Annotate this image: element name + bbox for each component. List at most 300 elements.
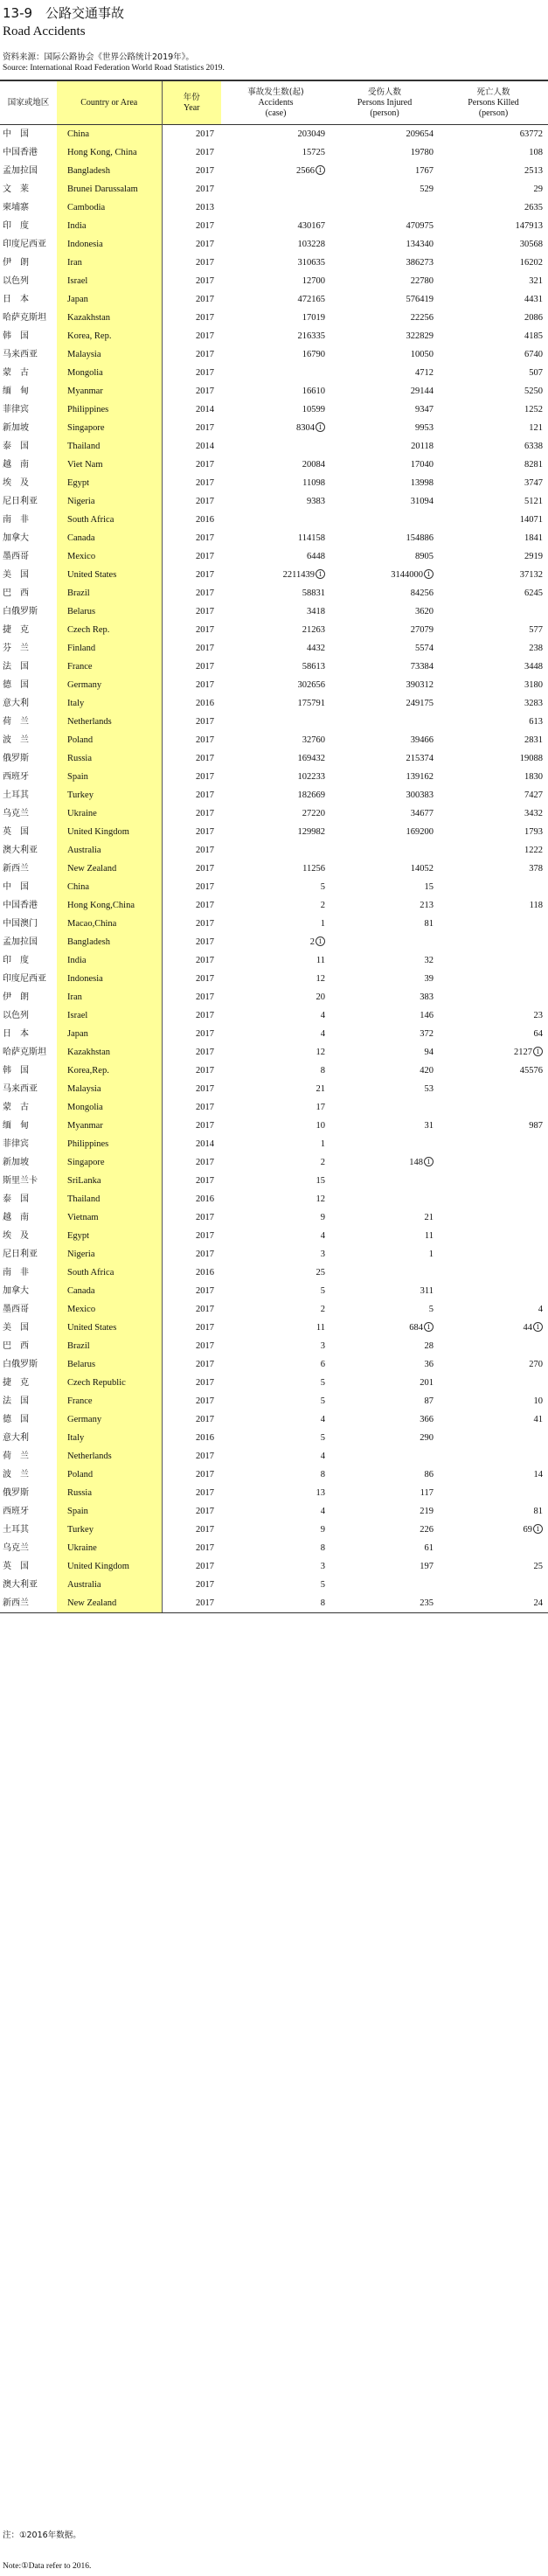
accidents-cell-value: 2566 [296, 166, 315, 176]
year-cell [162, 713, 221, 731]
accidents-cell-value: 8304 [296, 423, 315, 433]
killed-cell-value: 14071 [519, 515, 543, 525]
accidents-cell [221, 1172, 330, 1190]
region-name-en-value: Egypt [67, 478, 90, 488]
table-row [0, 547, 548, 566]
region-name-cn-value: 乌克兰 [3, 809, 29, 818]
killed-cell [439, 217, 548, 235]
injured-cell-value: 61 [424, 1543, 434, 1553]
injured-cell [330, 676, 439, 694]
accidents-cell [221, 933, 330, 951]
region-name-en-value: Belarus [67, 607, 96, 616]
accidents-cell-value: 21263 [302, 625, 325, 635]
injured-cell-value: 213 [420, 901, 434, 910]
region-name-cn-value: 日 本 [3, 1029, 29, 1039]
year-cell-value: 2017 [196, 570, 214, 580]
killed-cell [439, 694, 548, 713]
table-row [0, 1190, 548, 1208]
year-cell [162, 1557, 221, 1576]
region-name-cn-value: 韩 国 [3, 331, 29, 341]
injured-cell-value: 215374 [406, 754, 434, 763]
year-cell [162, 1594, 221, 1613]
year-cell [162, 823, 221, 841]
region-name-cn-value: 澳大利亚 [3, 1580, 38, 1590]
table-row [0, 529, 548, 547]
year-cell-value: 2017 [196, 1176, 214, 1186]
year-cell [162, 162, 221, 180]
accidents-cell-value: 169432 [297, 754, 325, 763]
injured-cell-value: 420 [420, 1066, 434, 1076]
table-row [0, 584, 548, 602]
year-cell-value: 2017 [196, 919, 214, 929]
injured-cell [330, 988, 439, 1006]
accidents-cell-value: 175791 [297, 699, 325, 708]
region-name-en-value: Netherlands [67, 717, 112, 727]
killed-cell [439, 1466, 548, 1484]
region-name-en [57, 198, 162, 217]
region-name-en-value: Hong Kong,China [67, 901, 135, 910]
killed-cell-value: 613 [529, 717, 543, 727]
region-name-en [57, 1355, 162, 1374]
killed-cell-value: 6245 [524, 588, 543, 598]
region-name-cn-value: 法 国 [3, 1396, 29, 1406]
region-name-en [57, 915, 162, 933]
year-cell [162, 143, 221, 162]
region-name-cn-value: 土耳其 [3, 1525, 29, 1535]
injured-cell [330, 345, 439, 364]
region-name-cn [0, 970, 57, 988]
region-name-en [57, 1319, 162, 1337]
year-cell [162, 1043, 221, 1062]
year-cell-value: 2017 [196, 478, 214, 488]
table-row [0, 272, 548, 290]
injured-cell [330, 1502, 439, 1521]
injured-cell-value: 529 [420, 184, 434, 194]
region-name-cn [0, 1447, 57, 1466]
header-region-en: Country or Area [57, 80, 162, 125]
year-cell [162, 878, 221, 896]
year-cell [162, 511, 221, 529]
injured-cell [330, 1300, 439, 1319]
year-cell-value: 2017 [196, 1415, 214, 1424]
year-cell-value: 2017 [196, 735, 214, 745]
region-name-en [57, 382, 162, 400]
region-name-cn [0, 400, 57, 419]
table-row [0, 1264, 548, 1282]
region-name-en [57, 676, 162, 694]
footnote-marker: 1 [424, 1157, 434, 1166]
year-cell-value: 2017 [196, 460, 214, 470]
killed-cell [439, 180, 548, 198]
killed-cell [439, 1374, 548, 1392]
accidents-cell [221, 602, 330, 621]
region-name-en [57, 749, 162, 768]
accidents-cell [221, 1190, 330, 1208]
region-name-en-value: Mongolia [67, 1103, 103, 1112]
year-cell [162, 786, 221, 804]
region-name-en [57, 162, 162, 180]
accidents-cell-value: 102233 [297, 772, 325, 782]
injured-cell-value: 470975 [406, 221, 434, 231]
region-name-cn-value: 埃 及 [3, 478, 29, 488]
year-cell-value: 2017 [196, 662, 214, 672]
region-name-en [57, 1337, 162, 1355]
table-row [0, 290, 548, 309]
region-name-cn-value: 印 度 [3, 956, 29, 965]
injured-cell [330, 878, 439, 896]
region-name-cn [0, 621, 57, 639]
table-row [0, 988, 548, 1006]
accidents-cell [221, 676, 330, 694]
region-name-cn-value: 德 国 [3, 1415, 29, 1424]
region-name-cn-value: 白俄罗斯 [3, 1360, 38, 1369]
year-cell-value: 2017 [196, 772, 214, 782]
region-name-en-value: China [67, 882, 90, 892]
year-cell [162, 529, 221, 547]
injured-cell [330, 566, 439, 584]
year-cell [162, 639, 221, 658]
region-name-en [57, 860, 162, 878]
region-name-en-value: Japan [67, 295, 88, 304]
accidents-cell-value: 21 [316, 1084, 325, 1094]
region-name-cn-value: 加拿大 [3, 1286, 29, 1296]
accidents-cell-value: 216335 [297, 331, 325, 341]
accidents-cell [221, 1521, 330, 1539]
injured-cell [330, 290, 439, 309]
table-row [0, 1135, 548, 1153]
accidents-cell-value: 5 [320, 1580, 325, 1590]
footnote-marker: 1 [424, 569, 434, 579]
table-row [0, 1098, 548, 1117]
region-name-en [57, 456, 162, 474]
accidents-cell [221, 327, 330, 345]
year-cell-value: 2017 [196, 276, 214, 286]
region-name-cn [0, 1245, 57, 1264]
region-name-cn-value: 印度尼西亚 [3, 240, 46, 249]
region-name-cn [0, 1300, 57, 1319]
killed-cell [439, 602, 548, 621]
region-name-cn [0, 915, 57, 933]
year-cell-value: 2017 [196, 221, 214, 231]
accidents-cell-value: 2 [320, 1305, 325, 1314]
region-name-en [57, 1429, 162, 1447]
region-name-en-value: Turkey [67, 1525, 94, 1535]
injured-cell [330, 658, 439, 676]
region-name-en-value: India [67, 956, 87, 965]
killed-cell-value: 4185 [524, 331, 543, 341]
accidents-cell [221, 217, 330, 235]
accidents-cell-value: 13 [316, 1488, 325, 1498]
accidents-cell [221, 915, 330, 933]
year-cell [162, 1539, 221, 1557]
accidents-cell [221, 437, 330, 456]
accidents-cell-value: 203049 [297, 129, 325, 139]
accidents-cell-value: 32760 [302, 735, 325, 745]
region-name-cn-value: 伊 朗 [3, 258, 29, 268]
injured-cell [330, 1208, 439, 1227]
region-name-en-value: Malaysia [67, 1084, 101, 1094]
table-title-cn: 13-9 公路交通事故 [3, 5, 125, 21]
region-name-cn-value: 波 兰 [3, 735, 29, 745]
year-cell-value: 2017 [196, 1525, 214, 1535]
accidents-cell [221, 400, 330, 419]
injured-cell [330, 456, 439, 474]
region-name-en-value: Germany [67, 1415, 102, 1424]
region-name-cn [0, 474, 57, 492]
killed-cell-value: 321 [529, 276, 543, 286]
year-cell-value: 2017 [196, 148, 214, 157]
killed-cell [439, 198, 548, 217]
region-name-cn-value: 柬埔寨 [3, 203, 29, 212]
injured-cell-value: 9347 [415, 405, 434, 414]
year-cell-value: 2017 [196, 1580, 214, 1590]
killed-cell-value: 238 [529, 644, 543, 653]
killed-cell-value: 3283 [524, 699, 543, 708]
year-cell-value: 2017 [196, 1323, 214, 1333]
injured-cell-value: 21 [424, 1213, 434, 1222]
year-cell-value: 2017 [196, 129, 214, 139]
injured-cell-value: 209654 [406, 129, 434, 139]
killed-cell-value: 37132 [519, 570, 543, 580]
region-name-cn-value: 英 国 [3, 1562, 29, 1571]
document-header [3, 3, 545, 73]
region-name-en [57, 1062, 162, 1080]
year-cell [162, 1208, 221, 1227]
accidents-cell [221, 364, 330, 382]
accidents-cell-value: 10599 [302, 405, 325, 414]
region-name-en [57, 970, 162, 988]
year-cell-value: 2017 [196, 331, 214, 341]
injured-cell-value: 22256 [410, 313, 434, 323]
injured-cell [330, 143, 439, 162]
accidents-cell [221, 896, 330, 915]
region-name-en [57, 492, 162, 511]
region-name-en-value: Kazakhstan [67, 313, 110, 323]
accidents-cell-value: 12 [316, 1048, 325, 1057]
accidents-cell [221, 1264, 330, 1282]
killed-cell [439, 1025, 548, 1043]
injured-cell-value: 27079 [410, 625, 434, 635]
killed-cell-value: 81 [533, 1507, 543, 1516]
killed-cell [439, 878, 548, 896]
region-name-cn-value: 缅 甸 [3, 1121, 29, 1131]
killed-cell-value: 8281 [524, 460, 543, 470]
injured-cell [330, 1080, 439, 1098]
table-row [0, 309, 548, 327]
region-name-cn-value: 意大利 [3, 1433, 29, 1443]
injured-cell-value: 290 [420, 1433, 434, 1443]
killed-cell [439, 1300, 548, 1319]
injured-cell [330, 1594, 439, 1613]
accidents-cell-value: 5 [320, 1286, 325, 1296]
killed-cell-value: 2127 [514, 1048, 532, 1057]
region-name-cn-value: 印度尼西亚 [3, 974, 46, 984]
region-name-en [57, 1245, 162, 1264]
region-name-en-value: Belarus [67, 1360, 96, 1369]
injured-cell-value: 22780 [410, 276, 434, 286]
document-footer [3, 2530, 545, 2573]
accidents-cell [221, 694, 330, 713]
accidents-cell-value: 3 [320, 1250, 325, 1259]
region-name-en [57, 1392, 162, 1410]
year-cell-value: 2014 [196, 442, 214, 451]
injured-cell [330, 786, 439, 804]
accidents-cell [221, 951, 330, 970]
region-name-cn [0, 364, 57, 382]
region-name-cn-value: 蒙 古 [3, 1103, 29, 1112]
killed-cell-value: 577 [529, 625, 543, 635]
region-name-en-value: Mongolia [67, 368, 103, 378]
injured-cell [330, 1539, 439, 1557]
region-name-en [57, 841, 162, 860]
accidents-cell-value: 310635 [297, 258, 325, 268]
accidents-cell-value: 9383 [307, 497, 325, 506]
accidents-cell-value: 4 [320, 1415, 325, 1424]
table-row [0, 1392, 548, 1410]
region-name-en-value: Bangladesh [67, 937, 110, 947]
region-name-cn [0, 1557, 57, 1576]
region-name-cn [0, 1080, 57, 1098]
accidents-cell-value: 16610 [302, 386, 325, 396]
region-name-cn [0, 1466, 57, 1484]
killed-cell [439, 382, 548, 400]
killed-cell [439, 676, 548, 694]
region-name-en [57, 1594, 162, 1613]
region-name-cn [0, 566, 57, 584]
injured-cell-value: 4712 [415, 368, 434, 378]
table-row [0, 1410, 548, 1429]
injured-cell-value: 366 [420, 1415, 434, 1424]
region-name-en-value: Viet Nam [67, 460, 103, 470]
killed-cell [439, 290, 548, 309]
year-cell [162, 1006, 221, 1025]
year-cell [162, 1245, 221, 1264]
injured-cell [330, 639, 439, 658]
year-cell-value: 2017 [196, 992, 214, 1002]
table-row [0, 786, 548, 804]
region-name-cn [0, 1576, 57, 1594]
region-name-cn-value: 土耳其 [3, 790, 29, 800]
accidents-cell-value: 5 [320, 882, 325, 892]
region-name-cn [0, 1043, 57, 1062]
injured-cell [330, 694, 439, 713]
year-cell-value: 2017 [196, 790, 214, 800]
accidents-cell-value: 16790 [302, 350, 325, 359]
region-name-cn-value: 埃 及 [3, 1231, 29, 1241]
injured-cell-value: 390312 [406, 680, 434, 690]
accidents-cell [221, 658, 330, 676]
region-name-en-value: Myanmar [67, 386, 103, 396]
year-cell [162, 804, 221, 823]
accidents-cell-value: 430167 [297, 221, 325, 231]
region-name-en [57, 125, 162, 144]
injured-cell [330, 235, 439, 254]
year-cell [162, 602, 221, 621]
region-name-en [57, 345, 162, 364]
region-name-cn [0, 860, 57, 878]
year-cell [162, 345, 221, 364]
year-cell [162, 566, 221, 584]
region-name-cn [0, 1025, 57, 1043]
year-cell [162, 180, 221, 198]
killed-cell-value: 25 [533, 1562, 543, 1571]
table-row [0, 1374, 548, 1392]
region-name-cn [0, 584, 57, 602]
injured-cell-value: 10050 [410, 350, 434, 359]
injured-cell-value: 576419 [406, 295, 434, 304]
table-row [0, 694, 548, 713]
region-name-cn-value: 泰 国 [3, 1194, 29, 1204]
injured-cell [330, 511, 439, 529]
table-row [0, 1521, 548, 1539]
region-name-cn [0, 1264, 57, 1282]
region-name-en [57, 933, 162, 951]
killed-cell [439, 309, 548, 327]
table-row [0, 1429, 548, 1447]
region-name-cn-value: 墨西哥 [3, 1305, 29, 1314]
injured-cell [330, 1153, 439, 1172]
region-name-en-value: Korea, Rep. [67, 331, 112, 341]
year-cell [162, 456, 221, 474]
region-name-cn-value: 美 国 [3, 1323, 29, 1333]
table-row [0, 1484, 548, 1502]
killed-cell-value: 23 [533, 1011, 543, 1020]
killed-cell [439, 1594, 548, 1613]
injured-cell-value: 1767 [415, 166, 434, 176]
year-cell-value: 2017 [196, 1543, 214, 1553]
year-cell [162, 841, 221, 860]
region-name-en [57, 878, 162, 896]
accidents-cell [221, 804, 330, 823]
region-name-en [57, 1484, 162, 1502]
accidents-cell [221, 382, 330, 400]
region-name-cn-value: 南 非 [3, 515, 29, 525]
region-name-en-value: Indonesia [67, 974, 103, 984]
killed-cell [439, 492, 548, 511]
injured-cell-value: 219 [420, 1507, 434, 1516]
accidents-cell-value: 2 [320, 901, 325, 910]
region-name-en-value: Australia [67, 846, 101, 855]
accidents-cell [221, 1098, 330, 1117]
accidents-cell [221, 1006, 330, 1025]
region-name-cn [0, 1410, 57, 1429]
killed-cell [439, 456, 548, 474]
region-name-en-value: China [67, 129, 90, 139]
region-name-cn [0, 1062, 57, 1080]
year-cell-value: 2017 [196, 588, 214, 598]
region-name-en-value: Myanmar [67, 1121, 103, 1131]
region-name-cn-value: 巴 西 [3, 1341, 29, 1351]
region-name-en-value: Mexico [67, 1305, 96, 1314]
accidents-cell [221, 456, 330, 474]
injured-cell [330, 933, 439, 951]
region-name-cn [0, 639, 57, 658]
region-name-en-value: Spain [67, 1507, 88, 1516]
injured-cell-value: 28 [424, 1341, 434, 1351]
region-name-cn [0, 217, 57, 235]
region-name-cn-value: 泰 国 [3, 442, 29, 451]
table-header-row [0, 80, 548, 125]
region-name-en-value: United Kingdom [67, 827, 129, 837]
killed-cell [439, 1172, 548, 1190]
injured-cell-value: 322829 [406, 331, 434, 341]
table-row [0, 1208, 548, 1227]
table-row [0, 162, 548, 180]
killed-cell-value: 3432 [524, 809, 543, 818]
region-name-cn-value: 伊 朗 [3, 992, 29, 1002]
year-cell-value: 2017 [196, 937, 214, 947]
year-cell-value: 2016 [196, 1194, 214, 1204]
